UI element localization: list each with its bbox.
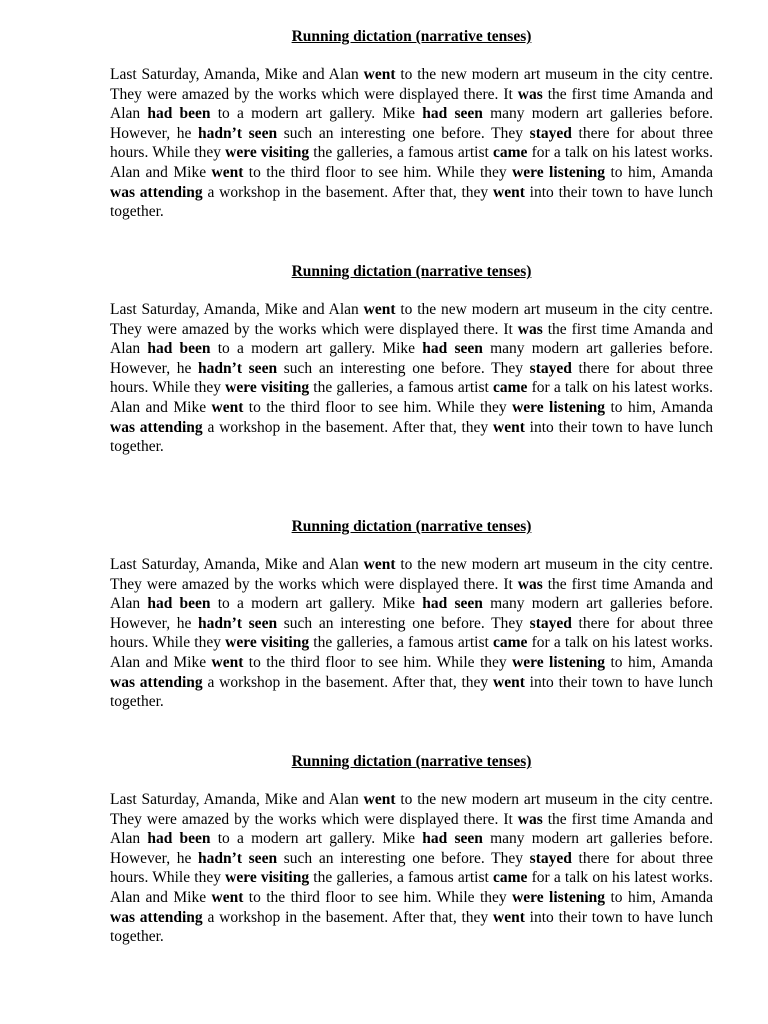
paragraph-text: to the third floor to see him. While they — [243, 398, 513, 416]
section-title: Running dictation (narrative tenses) — [291, 518, 532, 535]
highlighted-verb: was — [517, 85, 543, 103]
highlighted-verb: were listening — [512, 163, 606, 181]
highlighted-verb: had seen — [422, 105, 483, 123]
paragraph-text: many modern art galleries before. However, he — [110, 105, 713, 142]
paragraph-text: Last Saturday, Amanda, Mike and Alan — [110, 556, 364, 573]
highlighted-verb: was — [517, 810, 543, 828]
highlighted-verb: came — [493, 144, 528, 162]
paragraph-text: for a talk on his latest works. Alan and Mike — [110, 379, 713, 416]
paragraph-text: Last Saturday, Amanda, Mike and Alan — [110, 66, 364, 83]
highlighted-verb: came — [493, 634, 528, 652]
highlighted-verb: went — [211, 163, 244, 181]
paragraph-text: for a talk on his latest works. Alan and Mike — [110, 634, 713, 671]
dictation-paragraph — [110, 300, 713, 457]
paragraph-text: there for about three hours. While they — [110, 124, 714, 162]
highlighted-verb: was attending — [110, 183, 203, 201]
highlighted-verb: was attending — [110, 673, 203, 691]
highlighted-verb: came — [493, 379, 528, 397]
highlighted-verb: stayed — [529, 124, 572, 142]
paragraph-text: the first time Amanda and Alan — [110, 85, 713, 123]
paragraph-text: into their town to have lunch together. — [110, 908, 713, 946]
paragraph-text: to the new modern art museum in the city centre. They were amazed by the works which were displayed there. It — [110, 791, 713, 828]
highlighted-verb: had been — [147, 340, 211, 358]
paragraph-text: to the new modern art museum in the city centre. They were amazed by the works which were displayed there. It — [110, 556, 713, 593]
highlighted-verb: hadn’t seen — [198, 614, 278, 632]
paragraph-text: there for about three hours. While they — [110, 614, 714, 652]
highlighted-verb: had been — [147, 595, 211, 613]
paragraph-text: to a modern art gallery. Mike — [210, 830, 423, 848]
highlighted-verb: hadn’t seen — [198, 359, 278, 377]
dictation-section-3 — [110, 517, 713, 712]
paragraph-text: to the new modern art museum in the city centre. They were amazed by the works which were displayed there. It — [110, 66, 713, 103]
paragraph-text: into their town to have lunch together. — [110, 183, 713, 221]
paragraph-text: to the new modern art museum in the city centre. They were amazed by the works which were displayed there. It — [110, 301, 713, 338]
highlighted-verb: stayed — [529, 359, 572, 377]
paragraph-text: such an interesting one before. They — [277, 359, 530, 377]
dictation-paragraph — [110, 790, 713, 947]
paragraph-text: to the third floor to see him. While they — [243, 163, 513, 181]
paragraph-text: a workshop in the basement. After that, they — [202, 673, 493, 691]
highlighted-verb: stayed — [529, 614, 572, 632]
highlighted-verb: were listening — [512, 653, 606, 671]
highlighted-verb: went — [211, 653, 244, 671]
highlighted-verb: hadn’t seen — [198, 849, 278, 867]
paragraph-text: the first time Amanda and Alan — [110, 320, 713, 358]
section-title: Running dictation (narrative tenses) — [291, 263, 532, 280]
paragraph-text: there for about three hours. While they — [110, 359, 714, 397]
highlighted-verb: went — [363, 791, 396, 808]
paragraph-text: the galleries, a famous artist — [309, 634, 494, 652]
dictation-section-2 — [110, 262, 713, 457]
paragraph-text: to the third floor to see him. While they — [243, 653, 513, 671]
paragraph-text: there for about three hours. While they — [110, 849, 714, 887]
paragraph-text: into their town to have lunch together. — [110, 418, 713, 456]
section-title: Running dictation (narrative tenses) — [291, 28, 532, 45]
highlighted-verb: were visiting — [225, 379, 310, 397]
paragraph-text: the galleries, a famous artist — [309, 379, 494, 397]
paragraph-text: to him, Amanda — [605, 653, 714, 671]
highlighted-verb: were listening — [512, 398, 606, 416]
highlighted-verb: had been — [147, 105, 211, 123]
highlighted-verb: had seen — [422, 340, 483, 358]
dictation-section-4 — [110, 752, 713, 947]
paragraph-text: into their town to have lunch together. — [110, 673, 713, 711]
paragraph-text: many modern art galleries before. However, he — [110, 340, 713, 377]
highlighted-verb: were listening — [512, 888, 606, 906]
highlighted-verb: went — [493, 418, 525, 436]
paragraph-text: for a talk on his latest works. Alan and Mike — [110, 144, 713, 181]
paragraph-text: the first time Amanda and Alan — [110, 575, 713, 613]
highlighted-verb: went — [363, 301, 396, 318]
paragraph-text: the galleries, a famous artist — [309, 144, 494, 162]
paragraph-text: the galleries, a famous artist — [309, 869, 494, 887]
paragraph-text: to him, Amanda — [605, 888, 714, 906]
highlighted-verb: was attending — [110, 908, 203, 926]
highlighted-verb: was — [517, 575, 543, 593]
paragraph-text: such an interesting one before. They — [277, 124, 530, 142]
paragraph-text: a workshop in the basement. After that, they — [202, 183, 493, 201]
highlighted-verb: stayed — [529, 849, 572, 867]
paragraph-text: to a modern art gallery. Mike — [210, 105, 423, 123]
highlighted-verb: was attending — [110, 418, 203, 436]
paragraph-text: to him, Amanda — [605, 398, 714, 416]
highlighted-verb: came — [493, 869, 528, 887]
highlighted-verb: went — [363, 66, 396, 83]
paragraph-text: for a talk on his latest works. Alan and Mike — [110, 869, 713, 906]
highlighted-verb: were visiting — [225, 634, 310, 652]
paragraph-text: many modern art galleries before. However, he — [110, 830, 713, 867]
paragraph-text: many modern art galleries before. However, he — [110, 595, 713, 632]
highlighted-verb: went — [493, 673, 525, 691]
paragraph-text: Last Saturday, Amanda, Mike and Alan — [110, 791, 364, 808]
section-title: Running dictation (narrative tenses) — [291, 753, 532, 770]
highlighted-verb: went — [363, 556, 396, 573]
paragraph-text: to a modern art gallery. Mike — [210, 595, 423, 613]
paragraph-text: the first time Amanda and Alan — [110, 810, 713, 848]
dictation-paragraph — [110, 65, 713, 222]
highlighted-verb: hadn’t seen — [198, 124, 278, 142]
paragraph-text: such an interesting one before. They — [277, 849, 530, 867]
highlighted-verb: had seen — [422, 830, 483, 848]
highlighted-verb: was — [517, 320, 543, 338]
highlighted-verb: went — [493, 183, 525, 201]
highlighted-verb: had been — [147, 830, 211, 848]
highlighted-verb: had seen — [422, 595, 483, 613]
paragraph-text: a workshop in the basement. After that, they — [202, 418, 493, 436]
dictation-section-1 — [110, 27, 713, 222]
highlighted-verb: went — [211, 888, 244, 906]
paragraph-text: to a modern art gallery. Mike — [210, 340, 423, 358]
paragraph-text: to the third floor to see him. While they — [243, 888, 513, 906]
paragraph-text: Last Saturday, Amanda, Mike and Alan — [110, 301, 364, 318]
paragraph-text: a workshop in the basement. After that, they — [202, 908, 493, 926]
highlighted-verb: went — [493, 908, 525, 926]
highlighted-verb: were visiting — [225, 144, 310, 162]
highlighted-verb: were visiting — [225, 869, 310, 887]
highlighted-verb: went — [211, 398, 244, 416]
paragraph-text: such an interesting one before. They — [277, 614, 530, 632]
dictation-paragraph — [110, 555, 713, 712]
paragraph-text: to him, Amanda — [605, 163, 714, 181]
